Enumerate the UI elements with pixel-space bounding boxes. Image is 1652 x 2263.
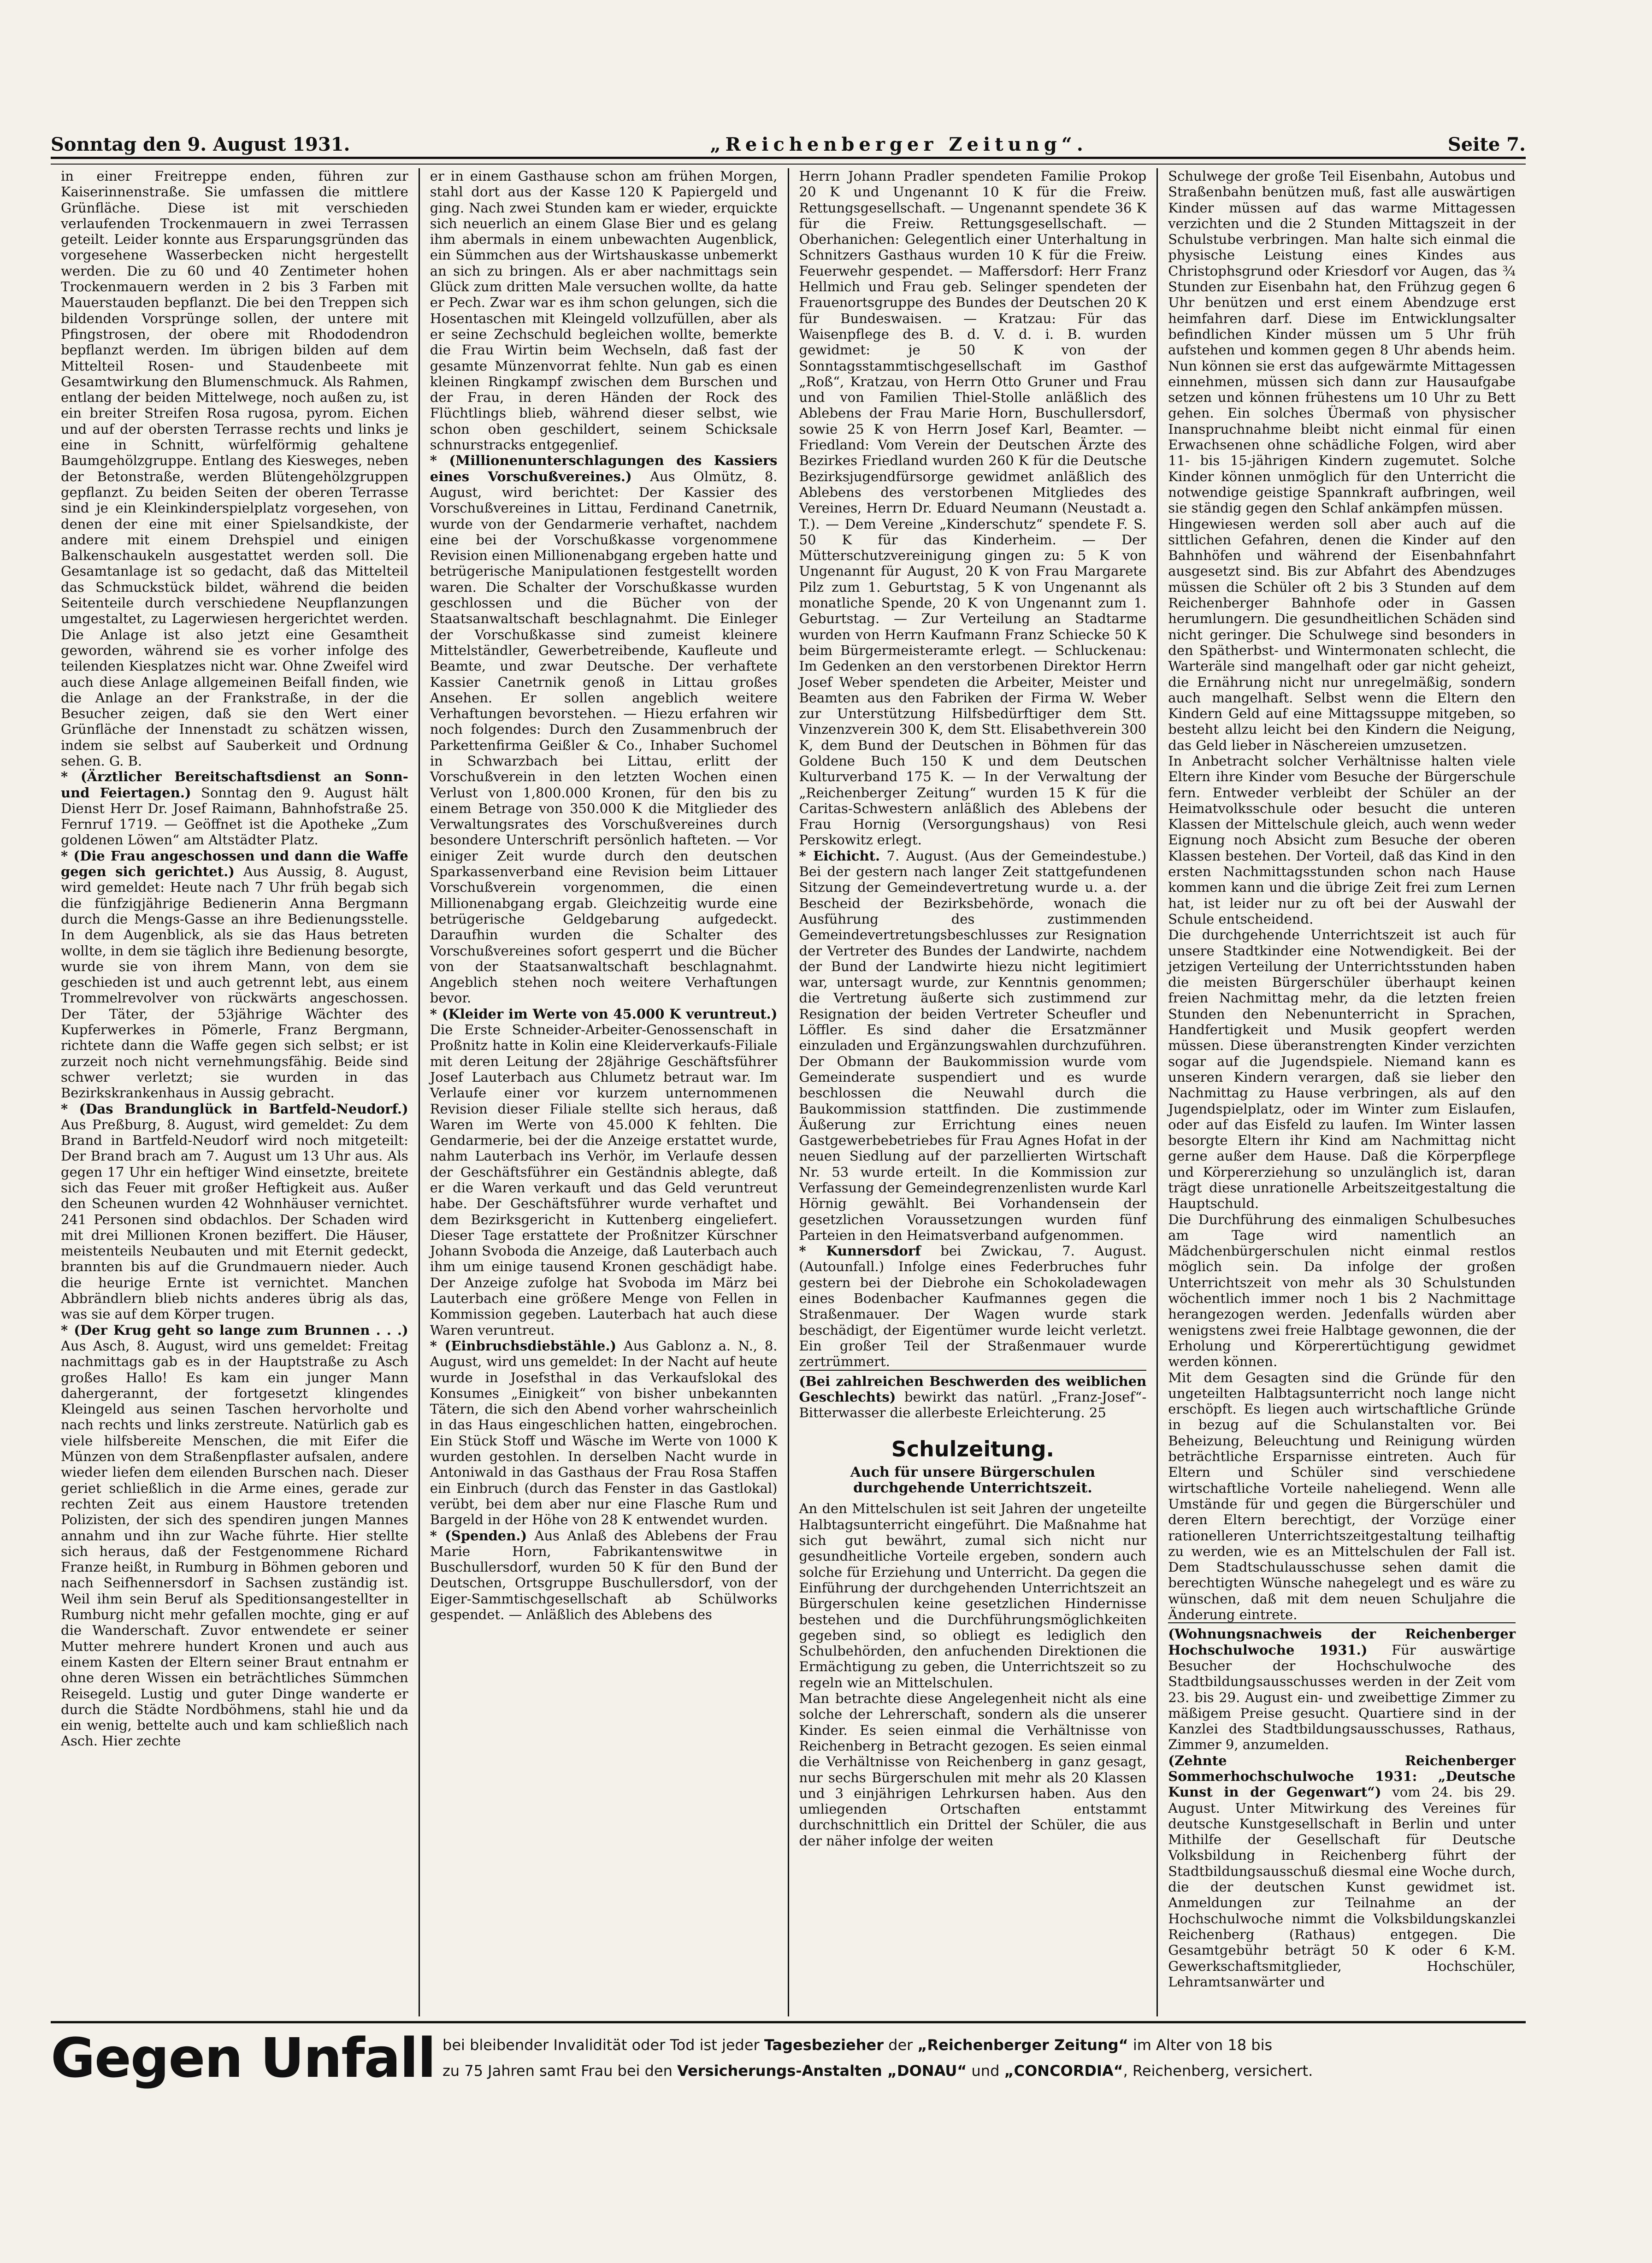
article-paragraph — [61, 1101, 408, 1322]
article-paragraph — [430, 1338, 778, 1528]
article-text: Hingewiesen werden soll aber auch auf die sittlichen Gefahren, denen die Kinder auf den Bahnhöfen und während der Eisenbahnfahrt ausgesetzt sind. Bis zur Abfahrt des Abendzuges müssen die Schüler oft 2 bis 3 Stunden auf dem Reichenberger Bahnhofe oder in Gassen herumlungern. Die gesundheitlichen Schäden sind nicht geringer. Die Schulwege sind besonders in den Spätherbst- und Wintermonaten schlecht, die Warteräle sind mangelhaft oder gar nicht geheizt, die Ernährung nicht nur unregelmäßig, sondern auch mangelhaft. Selbst wenn die Eltern den Kindern Geld auf eine Mittagssuppe mitgeben, so besteht allzu leicht bei den Kindern die Neigung, das Geld lieber in Näschereien umzusetzen. — [1168, 516, 1516, 753]
article-paragraph — [1168, 753, 1516, 927]
section-title: Schulzeitung. — [891, 1437, 1055, 1462]
insurance-advertisement — [51, 2021, 1526, 2092]
ad-line-1 — [442, 2032, 1526, 2058]
article-heading: * (Die Frau angeschossen und dann die Waffe gegen sich gerichtet.) — [61, 848, 408, 880]
article-text: Aus Aussig, 8. August, wird gemeldet: Heute nach 7 Uhr früh begab sich die fünfzigjährige Bedienerin Anna Bergmann durch die Mengs-Gasse an ihre Bedienungsstelle. In dem Augenblick, als sie das Haus betreten wollte, in dem sie täglich ihre Bedienung besorgte, wurde sie von ihrem Mann, von dem sie geschieden ist und auch getrennt lebt, aus einem Trommelrevolver von rückwärts angeschossen. Der Täter, der 53jährige Wächter des Kupferwerkes in Pömerle, Franz Bergmann, richtete dann die Waffe gegen sich selbst; er ist zurzeit noch nicht vernehmungsfähig. Beide sind schwer verletzt; sie wurden in das Bezirkskrankenhaus in Aussig gebracht. — [61, 864, 408, 1101]
article-paragraph — [430, 1528, 778, 1623]
article-heading: * (Ärztlicher Bereitschaftsdienst an Sonn- und Feiertagen.) — [61, 769, 408, 801]
article-text: 7. August. (Aus der Gemeindestube.) Bei der gestern nach langer Zeit stattgefundenen Sitzung der Gemeindevertretung wurde u. a. der Bescheid der Bezirksbehörde, wonach die Ausführung des zustimmenden Gemeindevertretungsbeschlusses zur Resignation der Vertreter des Bundes der Landwirte, nachdem der Bund der Landwirte hiezu nicht legitimiert war, untersagt wurde, zur Kenntnis genommen; die Vertretung äußerte sich zustimmend zur Resignation der beiden Vertreter Scheufler und Löffler. Es sind daher die Ersatzmänner einzuladen und Ergänzungswahlen durchzuführen. Der Obmann der Baukommission wurde vom Gemeinderate suspendiert und es wurde beschlossen die Neuwahl durch die Baukommission stattfinden. Die zustimmende Äußerung zur Errichtung eines neuen Gastgewerbebetriebes für Frau Agnes Hofat in der neuen Siedlung auf der parzellierten Wirtschaft Nr. 53 wurde erteilt. In die Kommission zur Verfassung der Gemeindegrenzenlisten wurde Karl Hörnig gewählt. Bei Vorhandensein der gesetzlichen Voraussetzungen wurden fünf Parteien in den Heimatsverband aufgenommen. — [799, 848, 1147, 1243]
header-rule — [51, 157, 1526, 165]
article-text: bei Zwickau, 7. August. (Autounfall.) Infolge eines Federbruches fuhr gestern bei der Diebrohe ein Schokoladewagen eines Bodenbacher Kaufmannes gegen die Straßenmauer. Der Wagen wurde stark beschädigt, der Eigentümer wurde leicht verletzt. Ein großer Teil der Straßenmauer wurde zertrümmert. — [799, 1243, 1147, 1370]
article-text: Mit dem Gesagten sind die Gründe für den ungeteilten Halbtagsunterricht noch lange nicht erschöpft. Es liegen auch wirtschaftliche Gründe in bezug auf die Schulanstalten vor. Bei Beheizung, Beleuchtung und Reinigung würden beträchtliche Ersparnisse eintreten. Auch für Eltern und Schüler sind verschiedene wirtschaftliche Vorteile naheliegend. Wenn alle Umstände für und gegen die Bürgerschüler und deren Eltern berechtigt, der Vorzüge einer rationelleren Unterrichtszeitgestaltung teilhaftig zu werden, wie es an Mittelschulen der Fall ist. Dem Stadtschulausschusse sehen damit die berechtigten Wünsche nahegelegt und es wäre zu wünschen, daß mit dem neuen Schuljahre die Änderung eintrete. — [1168, 1369, 1516, 1623]
article-text: Aus Preßburg, 8. August, wird gemeldet: Zu dem Brand in Bartfeld-Neudorf wird noch mitgeteilt: Der Brand brach am 7. August um 13 Uhr aus. Als gegen 17 Uhr ein heftiger Wind einsetzte, breitete sich das Feuer mit großer Heftigkeit aus. Außer den Scheunen wurden 42 Wohnhäuser vernichtet. 241 Personen sind obdachlos. Der Schaden wird mit drei Millionen Kronen beziffert. Die Häuser, meistenteils Neubauten und mit Eternit gedeckt, brannten bis auf die Grundmauern nieder. Auch die heurige Ernte ist vernichtet. Manchen Abbrändlern blieb nichts anderes übrig als das, was sie auf dem Körper trugen. — [61, 1116, 408, 1322]
header-paper-name: „Reichenberger Zeitung“. — [710, 134, 1088, 155]
article-paragraph — [1168, 516, 1516, 753]
article-paragraph — [1168, 168, 1516, 516]
article-paragraph — [430, 453, 778, 1006]
article-paragraph — [430, 1006, 778, 1338]
article-paragraph — [799, 848, 1147, 1243]
ad-line-2-part: zu 75 Jahren samt Frau bei den — [442, 2062, 678, 2080]
header-date: Sonntag den 9. August 1931. — [51, 134, 350, 155]
ad-line-2-part: „CONCORDIA“ — [1004, 2062, 1123, 2080]
article-text: Aus Olmütz, 8. August, wird berichtet: Der Kassier des Vorschußvereines in Littau, Ferdinand Canetrnik, wurde von der Gendarmerie verhaftet, nachdem eine bei der Vorschußkasse vorgenommene Revision einen Millionenabgang ergeben hatte und betrügerische Manipulationen festgestellt worden waren. Die Schalter der Vorschußkasse wurden geschlossen und die Bücher von der Staatsanwaltschaft beschlagnahmt. Die Einleger der Vorschußkasse sind zumeist kleinere Mittelständler, Gewerbetreibende, Kaufleute und Beamte, und zwar Deutsche. Der verhaftete Kassier Canetrnik genoß in Littau großes Ansehen. Er sollen angeblich weitere Verhaftungen bevorstehen. — Hiezu erfahren wir noch folgendes: Durch den Zusammenbruch der Parkettenfirma Geißler & Co., Inhaber Suchomel in Schwarzbach bei Littau, erlitt der Vorschußverein in den letzten Wochen einen Verlust von 1,800.000 Kronen, für den bis zu einem Betrage von 350.000 K die Mitglieder des Verwaltungsrates des Vorschußvereines durch besondere Unterschrift persönlich hafteten. — Vor einiger Zeit wurde durch den deutschen Sparkassenverband eine Revision beim Littauer Vorschußverein vorgenommen, die einen Millionenabgang ergab. Gleichzeitig wurde eine betrügerische Geldgebarung aufgedeckt. Daraufhin wurden die Schalter des Vorschußvereines sofort gesperrt und die Bücher von der Staatsanwaltschaft beschlagnahmt. Angeblich stehen noch weitere Verhaftungen bevor. — [430, 468, 778, 1006]
column-3 — [789, 168, 1158, 2016]
page-header — [51, 127, 1526, 155]
section-subheading: Auch für unsere Bürgerschulen durchgehende Unterrichtszeit. — [850, 1464, 1096, 1497]
ad-title: Gegen Unfall — [51, 2026, 436, 2090]
ad-line-2 — [442, 2058, 1526, 2084]
ad-line-2-part: Versicherungs-Anstalten — [677, 2062, 882, 2080]
article-text: Die Erste Schneider-Arbeiter-Genossenschaft in Proßnitz hatte in Kolin eine Kleiderverkaufs-Filiale mit deren Leitung der 28jährige Geschäftsführer Josef Lauterbach aus Chlumetz betraut war. Im Verlaufe einer vor kurzem unternommenen Revision dieser Filiale stellte sich heraus, daß Waren im Werte von 45.000 K fehlten. Die Gendarmerie, bei der die Anzeige erstattet wurde, nahm Lauterbach ins Verhör, im Verlaufe dessen der Geschäftsführer ein Geständnis ablegte, daß er die Waren verkauft und das Geld veruntreut habe. Der Geschäftsführer wurde verhaftet und dem Bezirksgericht in Kuttenberg eingeliefert. Dieser Tage erstattete der Proßnitzer Kürschner Johann Svoboda die Anzeige, daß Lauterbach auch ihm um einige tausend Kronen geschädigt habe. Der Anzeige zufolge hat Svoboda im März bei Lauterbach eine größere Menge von Fellen in Kommission gegeben. Lauterbach hat auch diese Waren veruntreut. — [430, 1022, 778, 1338]
article-text: Für auswärtige Besucher der Hochschulwoche des Stadtbildungsausschusses werden in der Zeit vom 23. bis 29. August ein- und zweibettige Zimmer zu mäßigem Preise gesucht. Quartiere sind in der Kanzlei des Stadtbildungsausschusses, Rathaus, Zimmer 9, anzumelden. — [1168, 1642, 1516, 1753]
ad-text — [433, 2032, 1526, 2084]
article-text: Man betrachte diese Angelegenheit nicht als eine solche der Lehrerschaft, sondern als die unserer Kinder. Es seien einmal die Verhältnisse von Reichenberg in Betracht gezogen. Es seien einmal die Verhältnisse von Reichenberg in ganz gesagt, nur sechs Bürgerschulen mit mehr als 20 Klassen und 3 einjährigen Lehrkursen haben. Aus den umliegenden Ortschaften entstammt durchschnittlich ein Drittel der Schüler, die aus der näher infolge der weiten — [799, 1691, 1147, 1849]
article-paragraph — [1168, 1622, 1516, 1752]
article-heading: (Zehnte Reichenberger Sommerhochschulwoche 1931: „Deutsche Kunst in der Gegenwart“) — [1168, 1752, 1516, 1800]
article-columns — [51, 168, 1526, 2016]
article-heading: * (Spenden.) — [430, 1527, 527, 1544]
ad-line-2-part: , Reichenberg, versichert. — [1123, 2062, 1313, 2080]
column-1 — [51, 168, 420, 2016]
article-heading: * (Millionenunterschlagungen des Kassiers eines Vorschußvereines.) — [430, 453, 778, 484]
article-heading: * Kunnersdorf — [799, 1243, 921, 1259]
article-paragraph — [799, 1691, 1147, 1849]
ad-line-1-part: der — [883, 2036, 918, 2054]
article-text: Die durchgehende Unterrichtszeit ist auch für unsere Stadtkinder eine Notwendigkeit. Bei der jetzigen Verteilung der Unterrichtsstunden haben die meisten Bürgerschüler überhaupt keinen freien Nachmittag mehr, da die letzten freien Stunden den Nebenunterricht in Sprachen, Handfertigkeit und Musik geopfert werden müssen. Diese überanstrengten Kinder verzichten sogar auf die Jugendspiele. Niemand kann es unseren Kindern verargen, daß sie lieber den Nachmittag zu Hause verbringen, als auf den Jugendspielplatz, oder im Winter zum Eislaufen, oder auf das Eisfeld zu laufen. Im Winter lassen besorgte Eltern ihr Kind am Nachmittag nicht gerne außer dem Hause. Daß die Körperpflege und Körpererziehung so unzulänglich ist, daran trägt diese unrationelle Arbeitszeitgestaltung die Hauptschuld. — [1168, 927, 1516, 1212]
article-heading: (Wohnungsnachweis der Reichenberger Hochschulwoche 1931.) — [1168, 1626, 1516, 1658]
article-paragraph — [799, 1501, 1147, 1691]
article-text: Aus Anlaß des Ablebens der Frau Marie Horn, Fabrikantenswitwe in Buschullersdorf, wurden 50 K für den Bund der Deutschen, Ortsgruppe Buschullersdorf, von der Eiger-Sammtischgesellschaft ab Schülworks gespendet. — Anläßlich des Ablebens des — [430, 1527, 778, 1623]
article-paragraph — [61, 848, 408, 1101]
article-text: er in einem Gasthause schon am frühen Morgen, stahl dort aus der Kasse 120 K Papiergeld und ging. Nach zwei Stunden kam er wieder, erquickte sich neuerlich an einem Glase Bier und es gelang ihm abermals in einem unbewachten Augenblick, ein Sümmchen aus der Wirtshauskasse unbemerkt an sich zu bringen. Als er aber nachmittags sein Glück zum dritten Male versuchen wollte, da hatte er Pech. Zwar war es ihm schon gelungen, sich die Hosentaschen mit Kleingeld vollzufüllen, aber als er seine Zechschuld begleichen wollte, bemerkte die Frau Wirtin beim Wechseln, daß fast der gesamte Münzenvorrat fehlte. Nun gab es einen kleinen Ringkampf zwischen dem Burschen und der Frau, in deren Händen der Rock des Flüchtlings blieb, während dieser selbst, wie schon oben geschildert, seinem Schicksale schnurstracks entgegenlief. — [430, 168, 778, 453]
article-paragraph — [799, 168, 1147, 848]
article-heading: * (Einbruchsdiebstähle.) — [430, 1338, 617, 1354]
column-2 — [420, 168, 789, 2016]
article-paragraph — [61, 168, 408, 769]
ad-line-1-part: Tagesbezieher — [764, 2036, 884, 2054]
ad-line-2-part: und — [967, 2062, 1004, 2080]
article-paragraph — [799, 1243, 1147, 1369]
article-heading: * (Der Krug geht so lange zum Brunnen . . .) — [61, 1322, 408, 1338]
article-text: An den Mittelschulen ist seit Jahren der ungeteilte Halbtagsunterricht eingeführt. Die Maßnahme hat sich gut bewährt, zumal sich nicht nur gesundheitliche Vorteile ergeben, sondern auch solche für Erziehung und Unterricht. Da gegen die Einführung der durchgehenden Unterrichtszeit an Bürgerschulen keine gesetzlichen Hindernisse bestehen und die Durchführungsmöglichkeiten gegeben sind, so obliegt es lediglich den Schulbehörden, den anfuchenden Direktionen die Ermächtigung zu geben, die Unterrichtszeit so zu regeln wie an Mittelschulen. — [799, 1501, 1147, 1691]
article-text: Aus Asch, 8. August, wird uns gemeldet: Freitag nachmittags gab es in der Hauptstraße zu Asch großes Hallo! Es kam ein junger Mann dahergerannt, der fortgesetzt klingendes Kleingeld aus seinen Taschen hervorholte und nach rechts und links zerstreute. Natürlich gab es viele hilfsbereite Menschen, die mit Eifer die Münzen von dem Straßenpflaster aufsalen, andere wieder liefen dem eilenden Burschen nach. Dieser geriet schließlich in die Arme eines, gerade zur rechten Zeit aus einem Haustore tretenden Polizisten, der sich des spendiren jungen Mannes annahm und ihn zur Wache führte. Hier stellte sich heraus, daß der Festgenommene Richard Franze heißt, in Rumburg in Böhmen geboren und nach Seifhennersdorf in Sachsen zuständig ist. Weil ihm sein Beruf als Speditionsangestellter in Rumburg nicht mehr gefallen mochte, ging er auf die Wanderschaft. Zuvor entwendete er seiner Mutter mehrere hundert Kronen und auch aus einem Kasten der Eltern seiner Braut entnahm er ohne deren Wissen ein beträchtliches Sümmchen Reisegeld. Lustig und guter Dinge wanderte er durch die Städte Nordböhmens, stahl hie und da ein wenig, bettelte auch und kam schließlich nach Asch. Hier zechte — [61, 1338, 408, 1749]
ad-line-1-part: im Alter von 18 bis — [1128, 2036, 1273, 2054]
article-text: Herrn Johann Pradler spendeten Familie Prokop 20 K und Ungenannt 10 K für die Freiw. Rettungsgesellschaft. — Ungenannt spendete 36 K für die Freiw. Rettungsgesellschaft. — Oberhanichen: Gelegentlich einer Unterhaltung in Schnitzers Gasthaus wurden 10 K für die Freiw. Feuerwehr gespendet. — Maffersdorf: Herr Franz Hellmich und Frau geb. Selinger spendeten der Frauenortsgruppe des Bundes der Deutschen 20 K für Bundeswaisen. — Kratzau: Für das Waisenpflege des B. d. V. d. i. B. wurden gewidmet: je 50 K von der Sonntagsstammtischgesellschaft im Gasthof „Roß“, Kratzau, von Herrn Otto Gruner und Frau und von Familien Thiel-Stolle anläßlich des Ablebens der Frau Marie Horn, Buschullersdorf, sowie 25 K von Herrn Josef Karl, Beamter. — Friedland: Vom Verein der Deutschen Ärzte des Bezirkes Friedland wurden 260 K für die Deutsche Bezirksjugendfürsorge gewidmet anläßlich des Ablebens des verstorbenen Mitgliedes des Vereines, Herrn Dr. Eduard Neumann (Neustadt a. T.). — Dem Vereine „Kinderschutz“ spendete F. S. 50 K für das Kinderheim. — Der Mütterschutzvereinigung gingen zu: 5 K von Ungenannt für August, 20 K von Frau Margarete Pilz zum 1. Geburtstag, 5 K von Ungenannt als monatliche Spende, 20 K von Ungenannt zum 1. Geburtstag. — Zur Verteilung an Stadtarme wurden von Herrn Kaufmann Franz Schiecke 50 K beim Bürgermeisteramte erlegt. — Schluckenau: Im Gedenken an den verstorbenen Direktor Herrn Josef Weber spendeten die Arbeiter, Meister und Beamten aus den Fabriken der Firma W. Weber zur Unterstützung Hilfsbedürftiger dem Stt. Vinzenzverein 300 K, dem Stt. Elisabethverein 300 K, dem Bund der Deutschen in Böhmen für das Goldene Buch 150 K und dem Deutschen Kulturverband 175 K. — In der Verwaltung der „Reichenberger Zeitung“ wurden 15 K für die Caritas-Schwestern anläßlich des Ablebens der Frau Hornig (Versorgungshaus) von Resi Perskowitz erlegt. — [799, 168, 1147, 848]
article-paragraph — [61, 769, 408, 848]
article-text: bewirkt das natürl. „Franz-Josef“-Bitterwasser die allerbeste Erleichterung. 25 — [799, 1389, 1147, 1421]
header-page-number: Seite 7. — [1447, 134, 1526, 155]
ad-line-2-part: „DONAU“ — [882, 2062, 967, 2080]
article-heading: * (Das Brandunglück in Bartfeld-Neudorf.) — [61, 1101, 408, 1117]
article-text: Die Durchführung des einmaligen Schulbesuches am Tage wird namentlich an Mädchenbürgerschulen nicht einmal restlos möglich sein. Da infolge der großen Unterrichtszeit von mehr als 30 Schulstunden wöchentlich immer noch 1 bis 2 Nachmittage herangezogen werden. Jedenfalls würden aber wenigstens zwei freie Halbtage gewonnen, die der Erholung und Körperertüchtigung gewidmet werden können. — [1168, 1211, 1516, 1370]
article-heading: * (Kleider im Werte von 45.000 K veruntreut.) — [430, 1006, 778, 1022]
article-text: Schulwege der große Teil Eisenbahn, Autobus und Straßenbahn benützen muß, fast alle auswärtigen Kinder müssen auf das warme Mittagessen verzichten und die 2 Stunden Mittagszeit in der Schulstube verbringen. Man halte sich einmal die physische Leistung eines Kindes aus Christophsgrund oder Kriesdorf vor Augen, das ¾ Stunden zur Eisenbahn hat, den Frühzug gegen 6 Uhr benützen und erst einem Abendzuge erst heimfahren darf. Diese im Entwicklungsalter befindlichen Kinder müssen um 5 Uhr früh aufstehen und kommen gegen 8 Uhr abends heim. Nun können sie erst das aufgewärmte Mittagessen einnehmen, müssen sich dann zur Hausaufgabe setzen und können frühestens um 10 Uhr zu Bett gehen. Ein solches Übermaß von physischer Inanspruchnahme bleibt nicht einmal für einen Erwachsenen ohne schädliche Folgen, wird aber 11- bis 15-jährigen Kindern zugemutet. Solche Kinder können unmöglich für den Unterricht die notwendige geistige Spannkraft aufbringen, weil sie ständig gegen den Schlaf ankämpfen müssen. — [1168, 168, 1516, 516]
article-text: Sonntag den 9. August hält Dienst Herr Dr. Josef Raimann, Bahnhofstraße 25. Fernruf 1719. — Geöffnet ist die Apotheke „Zum goldenen Löwen“ am Altstädter Platz. — [61, 784, 408, 848]
article-heading: (Bei zahlreichen Beschwerden des weiblichen Geschlechts) — [799, 1373, 1147, 1405]
article-paragraph — [799, 1370, 1147, 1421]
article-text: In Anbetracht solcher Verhältnisse halten viele Eltern ihre Kinder vom Besuche der Bürgerschule fern. Entweder verbleibt der Schüler an der Heimatvolksschule oder besucht die unteren Klassen der Mittelschule gleich, auch wenn weder Eignung noch Absicht zum Besuche der oberen Klassen bestehen. Der Vorteil, daß das Kind in den ersten Nachmittagsstunden schon nach Hause kommen kann und die übrige Zeit frei zum Lernen hat, ist leider nur zu oft bei der Auswahl der Schule entscheidend. — [1168, 753, 1516, 927]
article-text: vom 24. bis 29. August. Unter Mitwirkung des Vereines für deutsche Kunstgesellschaft in Berlin und unter Mithilfe der Gesellschaft für Deutsche Volksbildung in Reichenberg führt der Stadtbildungsausschuß diesmal eine Woche durch, die der deutschen Kunst gewidmet ist. Anmeldungen zur Teilnahme an der Hochschulwoche nimmt die Volksbildungskanzlei Reichenberg (Rathaus) entgegen. Die Gesamtgebühr beträgt 50 K oder 6 K-M. Gewerkschaftsmitglieder, Hochschüler, Lehramtsanwärter und — [1168, 1784, 1516, 1990]
column-4 — [1158, 168, 1526, 2016]
article-paragraph — [1168, 1370, 1516, 1623]
article-paragraph — [1168, 927, 1516, 1211]
article-paragraph — [61, 1322, 408, 1749]
article-text: Aus Gablonz a. N., 8. August, wird uns gemeldet: In der Nacht auf heute wurde in Josefsthal in das Verkaufslokal des Konsumes „Einigkeit“ von bisher unbekannten Tätern, die sich den Abend vorher wahrscheinlich in das Haus eingeschlichen hatten, eingebrochen. Ein Stück Stoff und Wäsche im Werte von 1000 K wurden gestohlen. In derselben Nacht wurde in Antoniwald in das Gasthaus der Frau Rosa Staffen ein Einbruch (durch das Fenster in das Gastlokal) verübt, bei dem aber nur eine Flasche Rum und Bargeld in der Höhe von 28 K entwendet wurden. — [430, 1338, 778, 1528]
article-paragraph — [430, 168, 778, 453]
article-paragraph — [1168, 1753, 1516, 1990]
article-paragraph — [1168, 1212, 1516, 1370]
article-heading: * Eichicht. — [799, 848, 880, 864]
ad-line-1-part: bei bleibender Invalidität oder Tod ist jeder — [442, 2036, 764, 2054]
ad-line-1-part: „Reichenberger Zeitung“ — [917, 2036, 1128, 2054]
article-text: in einer Freitreppe enden, führen zur Kaiserinnenstraße. Sie umfassen die mittlere Grünfläche. Diese ist mit verschieden verlaufenden Trockenmauern in zwei Terrassen geteilt. Leider konnte aus Ersparungsgründen das vorgesehene Wasserbecken nicht hergestellt werden. Die zu 60 und 40 Zentimeter hohen Trockenmauern werden in 2 bis 3 Farben mit Mauerstauden bepflanzt. Die bei den Treppen sich bildenden Vorsprünge sollen, der untere mit Pfingstrosen, der obere mit Rhododendron bepflanzt werden. Im übrigen bilden auf dem Mittelteil Rosen- und Staudenbeete mit Gesamtwirkung den Blumenschmuck. Als Rahmen, entlang der beiden Mittelwege, noch außen zu, ist ein breiter Streifen Rosa rugosa, pyrom. Eichen und auf der obersten Terrasse rechts und links je eine in Schnitt, würfelförmig gehaltene Baumgehölzgruppe. Entlang des Kiesweges, neben der Betonstraße, werden Blütengehölzgruppen gepflanzt. Zu beiden Seiten der oberen Terrasse sind je ein Kleinkinderspielplatz vorgesehen, von denen der eine mit einer Spielsandkiste, der andere mit einem Drehspiel und einigen Balkenschaukeln ausgestattet werden soll. Die Gesamtanlage ist so gedacht, daß das Mittelteil das Schmuckstück bildet, während die beiden Seitenteile durch verschiedene Neupflanzungen umgestaltet, zu Lagerwiesen hergerichtet werden. Die Anlage ist also jetzt eine Gesamtheit geworden, während sie es vorher infolge des teilenden Kiesplatzes nicht war. Ohne Zweifel wird auch diese Anlage allgemeinen Beifall finden, wie die Anlage an der Frankstraße, in der die Besucher zeigen, daß sie den Wert einer Grünfläche der Innenstadt zu schätzen wissen, indem sie selbst auf Sauberkeit und Ordnung sehen. G. B. — [61, 168, 408, 769]
